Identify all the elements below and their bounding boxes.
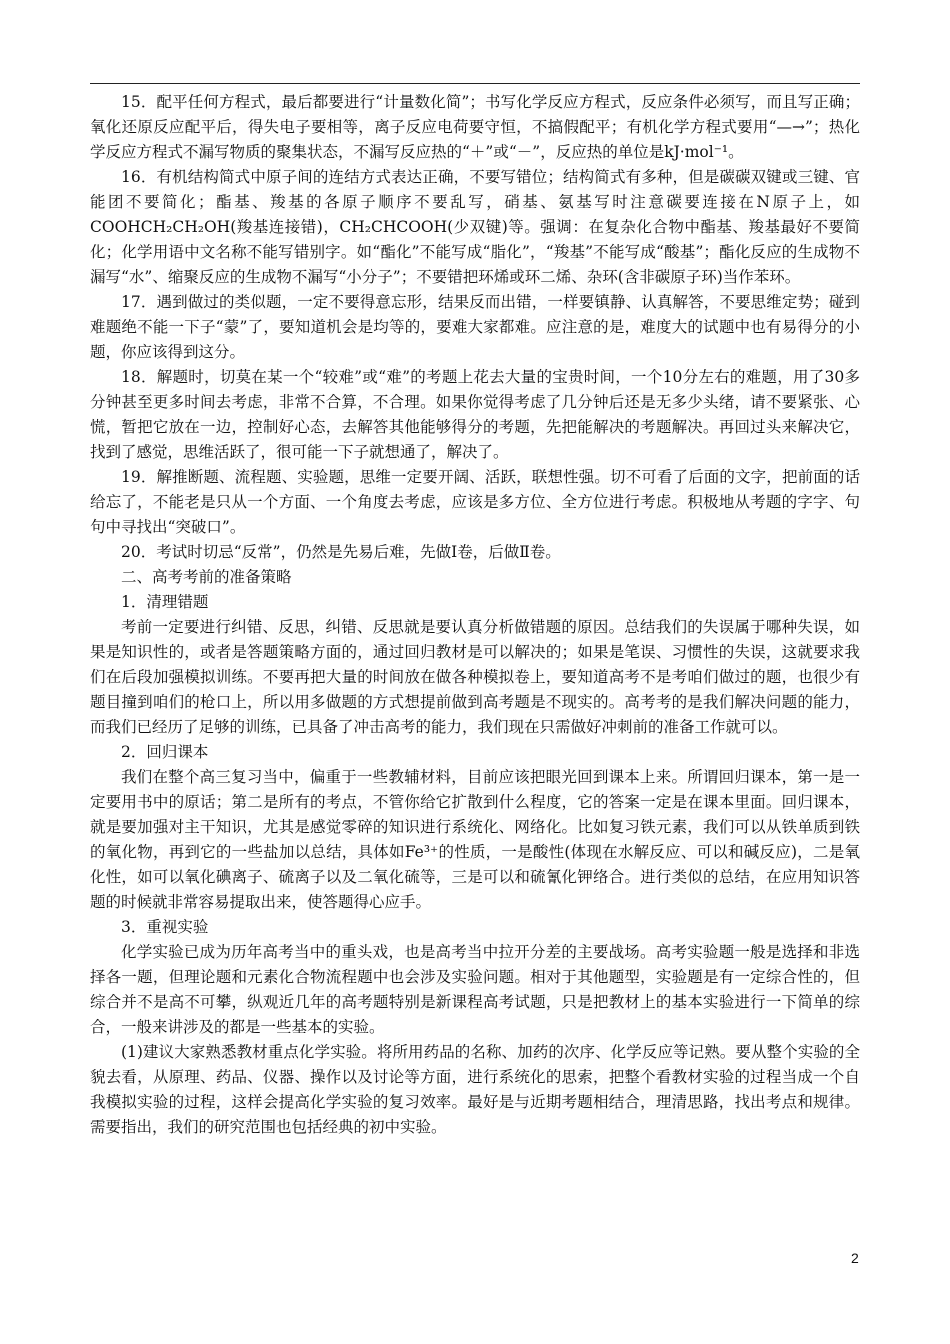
section-heading: 二、高考考前的准备策略 — [121, 568, 292, 586]
paragraph-15: 15．配平任何方程式，最后都要进行“计量数化简”；书写化学反应方程式，反应条件必须写，而且写正确；氧化还原反应配平后，得失电子要相等，离子反应电荷要守恒，不搞假配平；有机化学方程式要用“—→”；热化学反应方程式不漏写物质的聚集状态，不漏写反应热的“＋”或“－”，反应热的单位是kJ·mol⁻¹。 — [90, 93, 860, 161]
paragraph-experiments: 化学实验已成为历年高考当中的重头戏，也是高考当中拉开分差的主要战场。高考实验题一般是选择和非选择各一题，但理论题和元素化合物流程题中也会涉及实验问题。相对于其他题型，实验题是有一定综合性的，但综合并不是高不可攀，纵观近几年的高考题特别是新课程高考试题，只是把教材上的基本实验进行一下简单的综合，一般来讲涉及的都是一些基本的实验。 — [90, 943, 860, 1036]
subheading-3: 3．重视实验 — [121, 918, 209, 936]
header-rule — [90, 83, 860, 84]
paragraph-19: 19．解推断题、流程题、实验题，思维一定要开阔、活跃，联想性强。切不可看了后面的文字，把前面的话给忘了，不能老是只从一个方面、一个角度去考虑，应该是多方位、全方位进行考虑。积极地从考题的字字、句句中寻找出“突破口”。 — [90, 468, 860, 536]
paragraph-16: 16．有机结构简式中原子间的连结方式表达正确，不要写错位；结构简式有多种，但是碳碳双键或三键、官能团不要简化；酯基、羧基的各原子顺序不要乱写，硝基、氨基写时注意碳要连接在N原子上，如COOHCH₂CH₂OH(羧基连接错)，CH₂CHCOOH(少双键)等。强调：在复杂化合物中酯基、羧基最好不要简化；化学用语中文名称不能写错别字。如“酯化”不能写成“脂化”，“羧基”不能写成“酸基”；酯化反应的生成物不漏写“水”、缩聚反应的生成物不漏写“小分子”；不要错把环烯或环二烯、杂环(含非碳原子环)当作苯环。 — [90, 168, 860, 286]
page-number: 2 — [851, 1250, 859, 1266]
subheading-1: 1．清理错题 — [121, 593, 209, 611]
paragraph-20: 20．考试时切忌“反常”，仍然是先易后难，先做Ⅰ卷，后做Ⅱ卷。 — [121, 543, 561, 561]
paragraph-return-textbook: 我们在整个高三复习当中，偏重于一些教辅材料，目前应该把眼光回到课本上来。所谓回归课本，第一是一定要用书中的原话；第二是所有的考点，不管你给它扩散到什么程度，它的答案一定是在课本里面。回归课本，就是要加强对主干知识，尤其是感觉零碎的知识进行系统化、网络化。比如复习铁元素，我们可以从铁单质到铁的氧化物，再到它的一些盐加以总结，具体如Fe³⁺的性质，一是酸性(体现在水解反应、可以和碱反应)，二是氧化性，如可以氧化碘离子、硫离子以及二氧化硫等，三是可以和硫氰化钾络合。进行类似的总结，在应用知识答题的时候就非常容易提取出来，使答题得心应手。 — [90, 768, 860, 911]
paragraph-review-mistakes: 考前一定要进行纠错、反思，纠错、反思就是要认真分析做错题的原因。总结我们的失误属于哪种失误，如果是知识性的，或者是答题策略方面的，通过回归教材是可以解决的；如果是笔误、习惯性的失误，这就要求我们在后段加强模拟训练。不要再把大量的时间放在做各种模拟卷上，要知道高考不是考咱们做过的题，也很少有题目撞到咱们的枪口上，所以用多做题的方式想提前做到高考题是不现实的。高考考的是我们解决问题的能力，而我们已经历了足够的训练，已具备了冲击高考的能力，我们现在只需做好冲刺前的准备工作就可以。 — [90, 618, 860, 736]
paragraph-experiments-1: (1)建议大家熟悉教材重点化学实验。将所用药品的名称、加药的次序、化学反应等记熟。要从整个实验的全貌去看，从原理、药品、仪器、操作以及讨论等方面，进行系统化的思索，把整个看教材实验的过程当成一个自我模拟实验的过程，这样会提高化学实验的复习效率。最好是与近期考题相结合，理清思路，找出考点和规律。需要指出，我们的研究范围也包括经典的初中实验。 — [90, 1043, 860, 1136]
subheading-2: 2．回归课本 — [121, 743, 209, 761]
paragraph-17: 17．遇到做过的类似题，一定不要得意忘形，结果反而出错，一样要镇静、认真解答，不要思维定势；碰到难题绝不能一下子“蒙”了，要知道机会是均等的，要难大家都难。应注意的是，难度大的试题中也有易得分的小题，你应该得到这分。 — [90, 293, 860, 361]
paragraph-18: 18．解题时，切莫在某一个“较难”或“难”的考题上花去大量的宝贵时间，一个10分左右的难题，用了30多分钟甚至更多时间去考虑，非常不合算，不合理。如果你觉得考虑了几分钟后还是无多少头绪，请不要紧张、心慌，暂把它放在一边，控制好心态，去解答其他能够得分的考题，先把能解决的考题解决。再回过头来解决它，找到了感觉，思维活跃了，很可能一下子就想通了，解决了。 — [90, 368, 860, 461]
body-text — [90, 90, 860, 1140]
